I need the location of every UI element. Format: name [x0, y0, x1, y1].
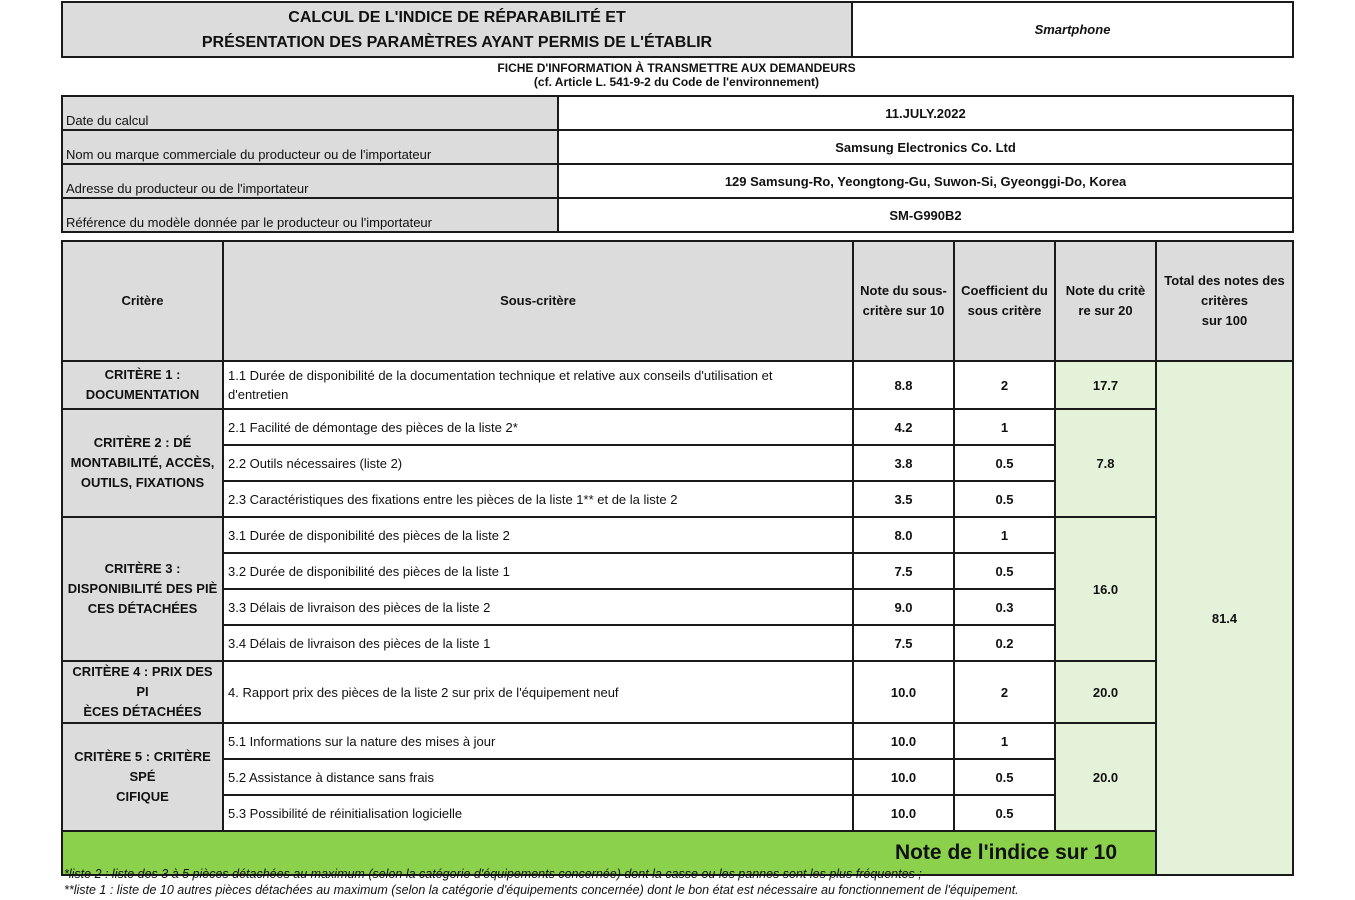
criterion-name-line: MONTABILITÉ, ACCÈS, [70, 455, 215, 470]
subcriterion-2-2-coef: 0.5 [954, 445, 1055, 481]
subcriterion-5-1-label: 5.1 Informations sur la nature des mises à jour [223, 723, 853, 759]
subcriterion-2-2-label: 2.2 Outils nécessaires (liste 2) [223, 445, 853, 481]
subcriterion-3-3-note: 9.0 [853, 589, 954, 625]
subcriterion-4-note: 10.0 [853, 661, 954, 723]
subcriterion-3-1-note: 8.0 [853, 517, 954, 553]
header-text-line: re sur 20 [1078, 303, 1133, 318]
header-critere: Critère [62, 241, 223, 361]
info-row-date [62, 96, 1293, 130]
subcriterion-3-4-note: 7.5 [853, 625, 954, 661]
subcriterion-2-1-note: 4.2 [853, 409, 954, 445]
subcriterion-3-3-coef: 0.3 [954, 589, 1055, 625]
header-sous-critere: Sous-critère [223, 241, 853, 361]
header-text-line: Total des notes des [1164, 273, 1285, 288]
table-row [62, 361, 1293, 409]
criterion-4-score: 20.0 [1055, 661, 1156, 723]
header-text-line: critère sur 10 [862, 303, 945, 318]
subcriterion-5-2-coef: 0.5 [954, 759, 1055, 795]
subcriterion-5-2-label: 5.2 Assistance à distance sans frais [223, 759, 853, 795]
subcriterion-5-3-label: 5.3 Possibilité de réinitialisation logicielle [223, 795, 853, 831]
subcriterion-3-2-label: 3.2 Durée de disponibilité des pièces de la liste 1 [223, 553, 853, 589]
subcriterion-5-1-note: 10.0 [853, 723, 954, 759]
subcriterion-3-1-label: 3.1 Durée de disponibilité des pièces de la liste 2 [223, 517, 853, 553]
criterion-name-line: CRITÈRE 1 : [104, 367, 181, 382]
header-text-line: critères [1201, 293, 1248, 308]
subcriterion-4-coef: 2 [954, 661, 1055, 723]
subcriterion-3-4-label: 3.4 Délais de livraison des pièces de la liste 1 [223, 625, 853, 661]
subcriterion-2-3-note: 3.5 [853, 481, 954, 517]
header-text-line: Note du sous- [860, 283, 947, 298]
criterion-name-line: CRITÈRE 5 : CRITÈRE SPÉ [74, 749, 211, 784]
info-row-brand [62, 130, 1293, 164]
criteria-table [61, 240, 1294, 876]
criterion-2-name [62, 409, 223, 517]
table-row [62, 661, 1293, 723]
subcriterion-3-2-coef: 0.5 [954, 553, 1055, 589]
criterion-name-line: CIFIQUE [116, 789, 169, 804]
table-row [62, 517, 1293, 553]
criterion-3-name [62, 517, 223, 661]
info-row-address [62, 164, 1293, 198]
table-header-row [62, 241, 1293, 361]
date-label: Date du calcul [62, 96, 558, 130]
footnote-liste1: **liste 1 : liste de 10 autres pièces détachées au maximum (selon la catégorie d'équipements concernée) dont le bon état est nécessaire au fonctionnement de l'équipement. [64, 883, 1019, 897]
footnotes [64, 866, 1294, 898]
address-label: Adresse du producteur ou de l'importateur [62, 164, 558, 198]
header-text-line: Coefficient du [961, 283, 1048, 298]
subcriterion-2-1-coef: 1 [954, 409, 1055, 445]
criterion-5-name [62, 723, 223, 831]
subcriterion-4-label: 4. Rapport prix des pièces de la liste 2 sur prix de l'équipement neuf [223, 661, 853, 723]
total-score: 81.4 [1156, 361, 1293, 875]
header-note-sous-critere [853, 241, 954, 361]
final-index-label: Note de l'indice sur 10 [62, 831, 1156, 875]
subcriterion-3-4-coef: 0.2 [954, 625, 1055, 661]
subcriterion-label-line: 1.1 Durée de disponibilité de la documentation technique et relative aux conseils d'utilisation et [228, 368, 773, 383]
subcriterion-3-2-note: 7.5 [853, 553, 954, 589]
header-coefficient [954, 241, 1055, 361]
info-row-model [62, 198, 1293, 232]
criterion-3-score: 16.0 [1055, 517, 1156, 661]
device-category: Smartphone [852, 2, 1293, 57]
sheet-title-line1: CALCUL DE L'INDICE DE RÉPARABILITÉ ET [288, 8, 626, 26]
criterion-name-line: CRITÈRE 2 : DÉ [93, 435, 192, 450]
sheet-title [62, 2, 852, 57]
criterion-name-line: OUTILS, FIXATIONS [80, 475, 205, 490]
info-table [61, 95, 1294, 233]
subcriterion-5-1-coef: 1 [954, 723, 1055, 759]
header-table [61, 1, 1294, 58]
criterion-name-line: CRITÈRE 3 : [104, 561, 181, 576]
date-value: 11.JULY.2022 [558, 96, 1293, 130]
subcriterion-3-3-label: 3.3 Délais de livraison des pièces de la liste 2 [223, 589, 853, 625]
subcriterion-label-line: d'entretien [228, 387, 289, 402]
subcriterion-2-1-label: 2.1 Facilité de démontage des pièces de la liste 2* [223, 409, 853, 445]
header-text-line: Note du critè [1065, 283, 1146, 298]
subcriterion-3-1-coef: 1 [954, 517, 1055, 553]
subcriterion-2-2-note: 3.8 [853, 445, 954, 481]
model-label: Référence du modèle donnée par le producteur ou l'importateur [62, 198, 558, 232]
table-row [62, 409, 1293, 445]
criterion-1-score: 17.7 [1055, 361, 1156, 409]
subcriterion-5-3-coef: 0.5 [954, 795, 1055, 831]
subcriterion-2-3-label: 2.3 Caractéristiques des fixations entre les pièces de la liste 1** et de la liste 2 [223, 481, 853, 517]
criterion-5-score: 20.0 [1055, 723, 1156, 831]
criterion-name-line: CES DÉTACHÉES [87, 601, 198, 616]
header-note-critere [1055, 241, 1156, 361]
brand-label: Nom ou marque commerciale du producteur ou de l'importateur [62, 130, 558, 164]
header-text-line: sous critère [967, 303, 1042, 318]
criterion-name-line: DISPONIBILITÉ DES PIÈ [67, 581, 218, 596]
address-value: 129 Samsung-Ro, Yeongtong-Gu, Suwon-Si, Gyeonggi-Do, Korea [558, 164, 1293, 198]
brand-value: Samsung Electronics Co. Ltd [558, 130, 1293, 164]
subcriterion-2-3-coef: 0.5 [954, 481, 1055, 517]
subcriterion-5-2-note: 10.0 [853, 759, 954, 795]
criterion-name-line: ÈCES DÉTACHÉES [83, 704, 202, 719]
subcriterion-1-1-label [223, 361, 853, 409]
fiche-line2: (cf. Article L. 541-9-2 du Code de l'environnement) [533, 75, 820, 89]
table-row [62, 723, 1293, 759]
criterion-2-score: 7.8 [1055, 409, 1156, 517]
fiche-line1: FICHE D'INFORMATION À TRANSMETTRE AUX DEMANDEURS [497, 61, 856, 75]
criterion-name-line: CRITÈRE 4 : PRIX DES PI [72, 664, 213, 699]
subcriterion-5-3-note: 10.0 [853, 795, 954, 831]
criterion-4-name [62, 661, 223, 723]
model-value: SM-G990B2 [558, 198, 1293, 232]
header-total [1156, 241, 1293, 361]
footnote-liste2: *liste 2 : liste des 3 à 5 pièces détachées au maximum (selon la catégorie d'équipements concernée) dont la casse ou les pannes sont les plus fréquentes ; [64, 867, 922, 881]
criterion-name-line: DOCUMENTATION [85, 387, 200, 402]
sheet-title-line2: PRÉSENTATION DES PARAMÈTRES AYANT PERMIS DE L'ÉTABLIR [201, 33, 713, 51]
fiche-caption [61, 61, 1292, 89]
subcriterion-1-1-note: 8.8 [853, 361, 954, 409]
criterion-1-name [62, 361, 223, 409]
subcriterion-1-1-coef: 2 [954, 361, 1055, 409]
header-text-line: sur 100 [1201, 313, 1248, 328]
